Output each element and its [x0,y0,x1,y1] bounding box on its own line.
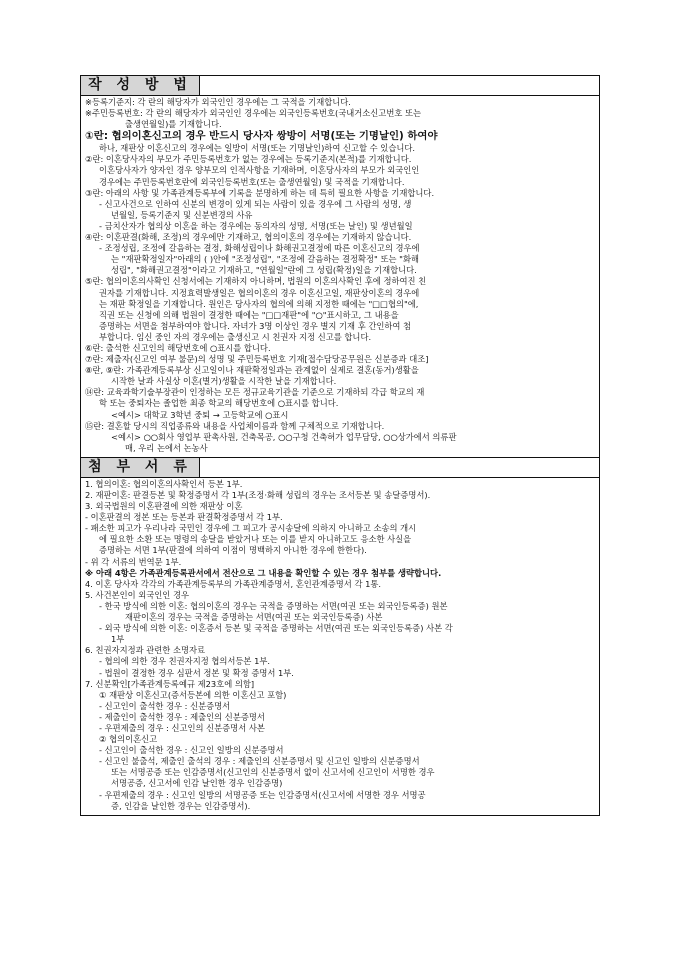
guide-line: ④란: 이혼판결(화해, 조정)의 경우에만 기재하고, 협의이혼의 경우에는 기재하지 않습니다. [85,232,412,243]
guide-line: ②란: 이혼당사자의 부모가 주민등록번호가 없는 경우에는 등록기준지(본적)를 기재합니다. [85,154,412,165]
attachment-line: 7. 신분확인[가족관계등록예규 제23호에 의함] [85,678,255,689]
guide-line: ⑥란: 출석한 신고인의 해당번호에 ○표시를 합니다. [85,342,271,353]
guide-line: 학 또는 중퇴자는 졸업한 최종 학교의 해당번호에 ○표시를 합니다. [99,398,339,409]
guide-line: <예시> ○○회사 영업부 판촉사원, 건축목공, ○○구청 건축허가 업무담당, ○○상가에서 의류판 [111,431,457,442]
attachment-line: - 신고인이 출석한 경우 : 신분증명서 [99,700,231,711]
attachment-line: - 이혼판결의 정본 또는 등본과 판결확정증명서 각 1부. [85,512,283,523]
guide-line: 매, 우리 논에서 논농사 [125,442,208,453]
attachments-title: 첨 부 서 류 [81,458,200,477]
guide-body [81,96,599,457]
guide-line: ⑮란: 결혼할 당시의 직업종류와 내용을 사업체이름과 함께 구체적으로 기재합니다. [85,420,385,431]
guide-line: ⑦란: 제출자(신고인 여부 불문)의 성명 및 주민등록번호 기재[접수담당공무원은 신분증과 대조] [85,354,429,365]
guide-line: 부합니다. 임신 중인 자의 경우에는 출생신고 시 친권자 지정 신고를 합니다. [99,331,372,342]
guide-line: 하나, 재판상 이혼신고의 경우에는 일방이 서명(또는 기명날인)하여 신고할 수 있습니다. [99,143,416,154]
attachment-line: 증명하는 서면 1부(판결에 의하여 이점이 명백하지 아니한 경우에 한한다). [99,545,367,556]
attachment-line: 1부 [111,634,125,645]
attachment-line: - 법원이 결정한 경우 심판서 정본 및 확정 증명서 1부. [99,667,294,678]
attachment-line: ※ 아래 4항은 가족관계등록관서에서 전산으로 그 내용을 확인할 수 있는 경우 첨부를 생략합니다. [85,567,442,578]
guide-line: 직권 또는 신청에 의해 법원이 결정한 때에는 "□□재판"에 "○"표시하고, 그 내용을 [99,309,399,320]
attachment-line: ② 협의이혼신고 [99,734,158,745]
guide-line: ⑧란, ⑨란: 가족관계등록부상 신고일이나 재판확정일과는 관계없이 실제로 결혼(동거)생활을 [85,365,419,376]
attachment-line: 에 필요한 소환 또는 명령의 송달을 받았거나 또는 이를 받지 아니하고도 응소한 사실을 [99,534,412,545]
attachment-line: - 신고인이 출석한 경우 : 신고인 일방의 신분증명서 [99,745,284,756]
attachment-line: 서명공증, 신고서에 인감 날인한 경우 인감증명) [111,778,283,789]
guide-line: 는 "재판확정일자"아래의 ( )안에 "조정성립", "조정에 갈음하는 결정확정" 또는 "화해 [111,254,420,265]
attachment-line: - 위 각 서류의 번역문 1부. [85,556,182,567]
guide-line: 경우에는 주민등록번호란에 외국인등록번호(또는 출생연월일) 및 국적을 기재합니다. [99,176,405,187]
guide-section [81,76,599,457]
attachment-line: - 신고인 불출석, 제출인 출석의 경우 : 제출인의 신분증명서 및 신고인 일방의 신분증명서 [99,756,420,767]
attachment-line: 5. 사건본인이 외국인인 경우 [85,589,189,600]
attachments-section [81,457,599,815]
attachment-line: 2. 재판이혼: 판결등본 및 확정증명서 각 1부(조정·화해 성립의 경우는 조서등본 및 송달증명서). [85,490,431,500]
attachment-line: ① 재판상 이혼신고(증서등본에 의한 이혼신고 포함) [99,689,287,700]
attachment-line: - 한국 방식에 의한 이혼: 협의이혼의 경우는 국적을 증명하는 서면(여권 또는 외국인등록증) 원본 [99,600,448,611]
guide-line: ※주민등록번호: 각 란의 해당자가 외국인인 경우에는 외국인등록번호(국내거소신고번호 또는 [85,108,422,119]
guide-line: - 조정성립, 조정에 갈음하는 결정, 화해성립이나 화해권고결정에 따른 이혼신고의 경우에 [99,243,420,254]
attachment-line: 또는 서명공증 또는 인감증명서(신고인의 신분증명서 없이 신고서에 신고인이 서명한 경우 [111,767,435,778]
guide-line: ⑭란: 교육과학기술부장관이 인정하는 모든 정규교육기관을 기준으로 기재하되 각급 학교의 재 [85,387,425,398]
guide-line: 시작한 날과 사실상 이혼(별거)생활을 시작한 날을 기재합니다. [111,376,337,387]
instruction-frame [80,75,600,816]
guide-line: ※등록기준지: 각 란의 해당자가 외국인인 경우에는 그 국적을 기재합니다. [85,97,351,107]
guide-line: ①란: 협의이혼신고의 경우 반드시 당사자 쌍방이 서명(또는 기명날인) 하여야 [85,130,438,143]
guide-header [81,76,599,96]
attachment-line: 1. 협의이혼: 협의이혼의사확인서 등본 1부. [85,478,243,489]
guide-line: 년월일, 등록기준지 및 신분변경의 사유 [111,209,253,220]
guide-line: 이혼당사자가 양자인 경우 양부모의 인적사항을 기재하며, 이혼당사자의 부모가 외국인인 [99,165,420,176]
guide-line: 권자를 기재합니다. 지정효력발생일은 협의이혼의 경우 이혼신고일, 재판상이혼의 경우에 [99,287,420,298]
attachment-line: - 협의에 의한 경우 친권자지정 협의서등본 1부. [99,656,271,667]
attachment-line: 6. 친권자지정과 관련한 소명자료 [85,645,206,656]
attachment-line: 재판이혼의 경우는 국적을 증명하는 서면(여권 또는 외국인등록증) 사본 [125,612,383,623]
guide-line: - 신고사건으로 인하여 신분의 변경이 있게 되는 사람이 있을 경우에 그 사람의 성명, 생 [99,198,412,209]
guide-line: - 금치산자가 협의상 이혼을 하는 경우에는 동의자의 성명, 서명(또는 날인) 및 생년월일 [99,220,413,231]
attachments-body [81,478,599,815]
attachment-line: 증, 인감을 날인한 경우는 인감증명서). [111,800,251,811]
guide-line: ⑤란: 협의이혼의사확인 신청서에는 기재하지 아니하며, 법원의 이혼의사확인 후에 정하여진 친 [85,276,427,287]
guide-line: 는 재판 확정일을 기재합니다. 원인은 당사자의 협의에 의해 지정한 때에는 "□□협의"에, [99,298,419,309]
guide-line: <예시> 대학교 3학년 중퇴 → 고등학교에 ○표시 [111,409,289,420]
attachment-line: - 제출인이 출석한 경우 : 제출인의 신분증명서 [99,711,265,722]
guide-title: 작 성 방 법 [81,76,200,95]
attachment-line: - 우편제출의 경우 : 신고인의 신분증명서 사본 [99,722,265,733]
guide-line: 성립", "화해권고결정"이라고 기재하고, "연월일"란에 그 성립(확정)일을 기재합니다. [111,265,417,276]
guide-line: 증명하는 서면을 첨부하여야 합니다. 자녀가 3명 이상인 경우 별지 기재 후 간인하여 첨 [99,320,412,331]
attachment-line: - 패소한 피고가 우리나라 국민인 경우에 그 피고가 공시송달에 의하지 아니하고 소송의 개시 [85,523,417,534]
guide-line: 출생연월일)를 기재합니다. [125,119,222,130]
attachment-line: 4. 이혼 당사자 각각의 가족관계등록부의 가족관계증명서, 혼인관계증명서 각 1통. [85,578,382,589]
attachment-line: - 외국 방식에 의한 이혼: 이혼증서 등본 및 국적을 증명하는 서면(여권 또는 외국인등록증) 사본 각 [99,623,453,634]
attachments-header [81,458,599,478]
attachment-line: 3. 외국법원의 이혼판결에 의한 재판상 이혼 [85,501,243,512]
attachment-line: - 우편제출의 경우 : 신고인 일방의 서명공증 또는 인감증명서(신고서에 서명한 경우 서명공 [99,789,426,800]
guide-line: ③란: 아래의 사항 및 가족관계등록부에 기록을 분명하게 하는 데 특히 필요한 사항을 기재합니다. [85,187,435,198]
